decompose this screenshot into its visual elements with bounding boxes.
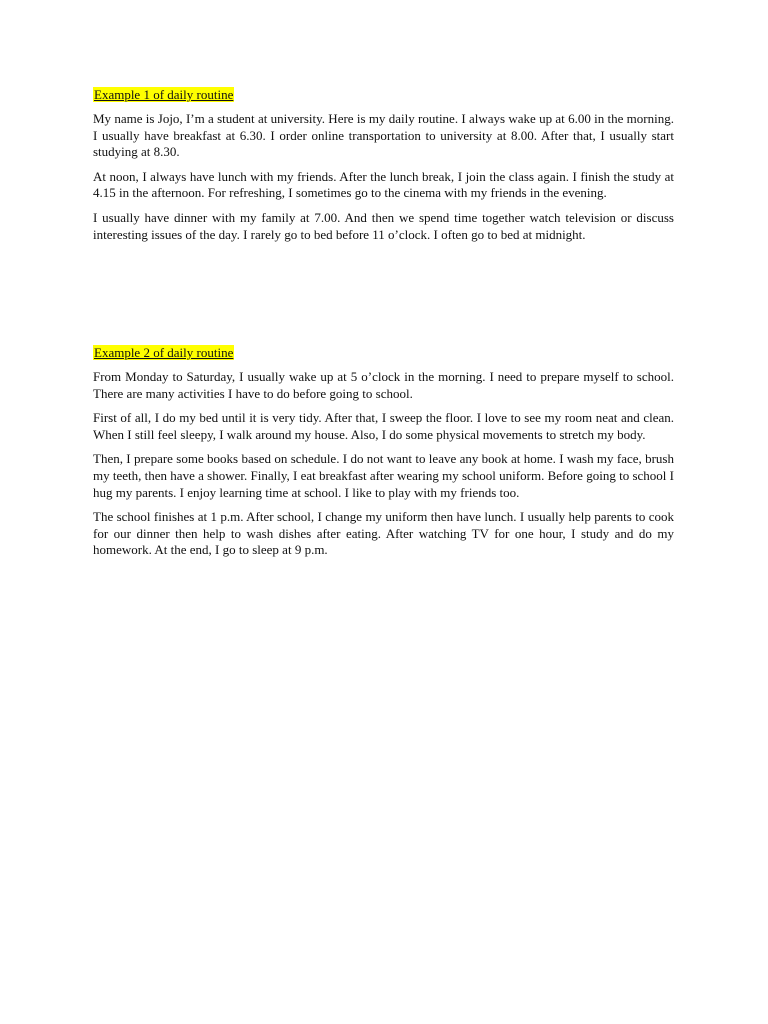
example-2-section — [93, 344, 674, 567]
example-1-paragraph-1: My name is Jojo, I’m a student at university. Here is my daily routine. I always wake up at 6.00 in the morning. I usually have breakfast at 6.30. I order online transportation to university at 8.00. After that, I usually start studying at 8.30. — [93, 111, 674, 160]
example-1-paragraph-2: At noon, I always have lunch with my friends. After the lunch break, I join the class again. I finish the study at 4.15 in the afternoon. For refreshing, I sometimes go to the cinema with my friends in the evening. — [93, 168, 674, 201]
example-1-section — [93, 86, 674, 251]
example-2-paragraph-1: From Monday to Saturday, I usually wake up at 5 o’clock in the morning. I need to prepare myself to school. There are many activities I have to do before going to school. — [93, 369, 674, 401]
example-2-heading-text: Example 2 of daily routine — [94, 345, 234, 360]
example-2-paragraph-2: First of all, I do my bed until it is very tidy. After that, I sweep the floor. I love to see my room neat and clean. When I still feel sleepy, I walk around my house. Also, I do some physical movements to stretch my body. — [93, 410, 674, 442]
example-1-heading-text: Example 1 of daily routine — [94, 87, 234, 102]
example-2-heading — [93, 344, 674, 361]
example-1-heading — [93, 86, 674, 103]
example-2-paragraph-4: The school finishes at 1 p.m. After school, I change my uniform then have lunch. I usually help parents to cook for our dinner then help to wash dishes after eating. After watching TV for one hour, I study and do my homework. At the end, I go to sleep at 9 p.m. — [93, 509, 674, 558]
example-1-paragraph-3: I usually have dinner with my family at 7.00. And then we spend time together watch television or discuss interesting issues of the day. I rarely go to bed before 11 o’clock. I often go to bed at midnight. — [93, 209, 674, 242]
example-2-paragraph-3: Then, I prepare some books based on schedule. I do not want to leave any book at home. I wash my face, brush my teeth, then have a shower. Finally, I eat breakfast after wearing my school uniform. Before going to school I hug my parents. I enjoy learning time at school. I like to play with my friends too. — [93, 451, 674, 500]
